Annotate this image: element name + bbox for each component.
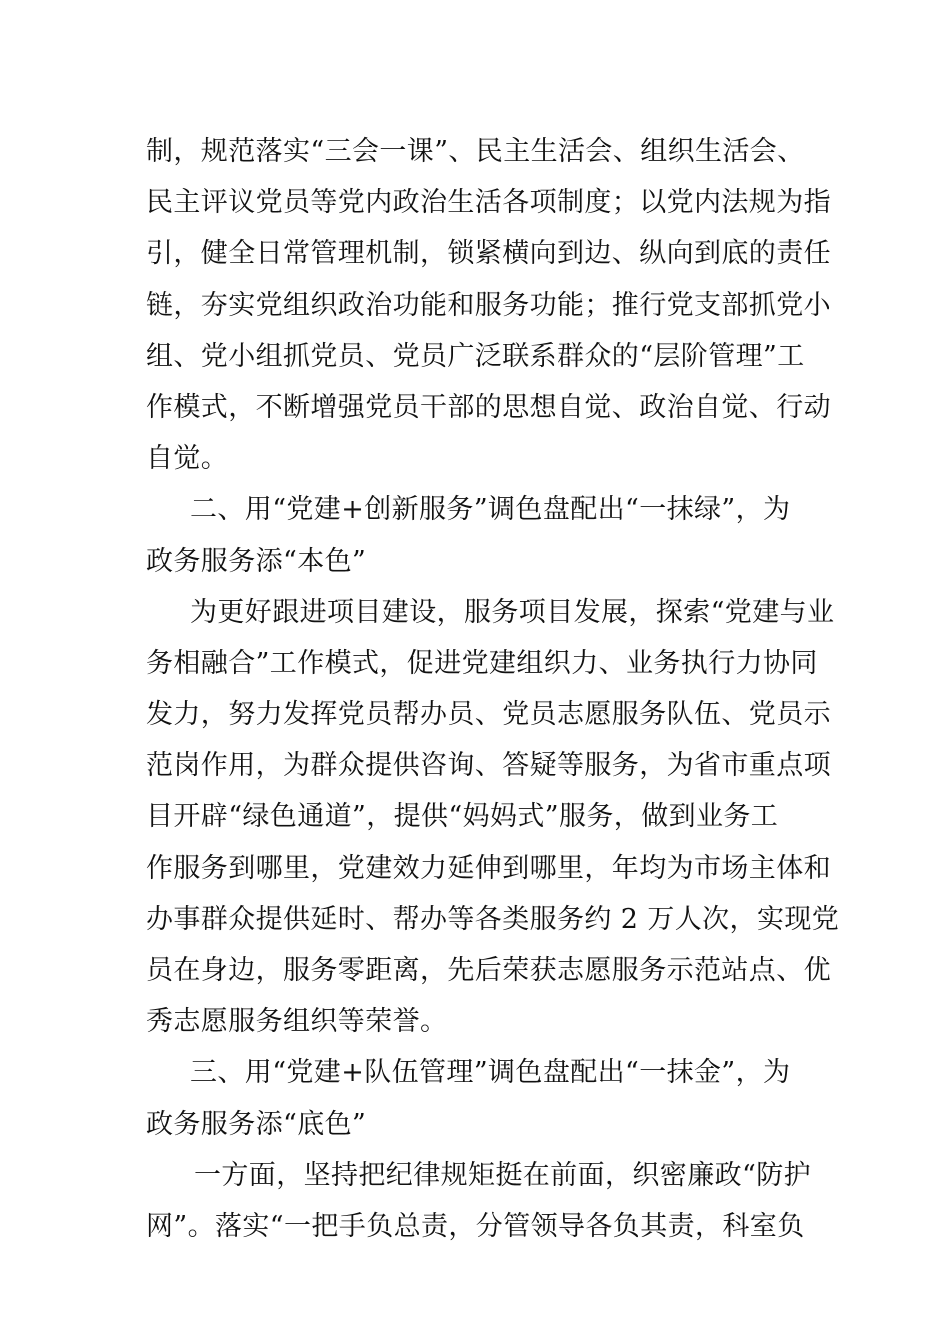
text-line: 制，规范落实“三会一课”、民主生活会、组织生活会、 bbox=[146, 136, 805, 167]
text-line: 链，夯实党组织政治功能和服务功能；推行党支部抓党小 bbox=[146, 289, 831, 321]
text-line: 目开辟“绿色通道”，提供“妈妈式”服务，做到业务工 bbox=[146, 801, 779, 833]
text-line: 为更好跟进项目建设，服务项目发展，探索“党建与业 bbox=[190, 596, 835, 628]
section-heading-line: 政务服务添“底色” bbox=[146, 1108, 367, 1140]
text-line: 网”。落实“一把手负总责，分管领导各负其责，科室负 bbox=[146, 1210, 805, 1242]
text-line: 秀志愿服务组织等荣誉。 bbox=[146, 1006, 448, 1038]
text-line: 办事群众提供延时、帮办等各类服务约 2 万人次，实现党 bbox=[146, 903, 840, 935]
section-heading-line: 三、用“党建+队伍管理”调色盘配出“一抹金”，为 bbox=[190, 1057, 791, 1089]
text-line: 自觉。 bbox=[146, 443, 229, 475]
text-line: 发力，努力发挥党员帮办员、党员志愿服务队伍、党员示 bbox=[146, 699, 831, 731]
text-line: 员在身边，服务零距离，先后荣获志愿服务示范站点、优 bbox=[146, 955, 831, 986]
text-line: 作模式，不断增强党员干部的思想自觉、政治自觉、行动 bbox=[146, 391, 831, 423]
text-line: 引，健全日常管理机制，锁紧横向到边、纵向到底的责任 bbox=[146, 238, 831, 270]
text-line: 务相融合”工作模式，促进党建组织力、业务执行力协同 bbox=[146, 647, 818, 679]
text-line: 一方面，坚持把纪律规矩挺在前面，织密廉政“防护 bbox=[194, 1159, 812, 1191]
document-body bbox=[146, 126, 840, 1252]
text-line: 范岗作用，为群众提供咨询、答疑等服务，为省市重点项 bbox=[146, 750, 831, 782]
text-line: 民主评议党员等党内政治生活各项制度；以党内法规为指 bbox=[146, 187, 831, 219]
section-heading-line: 二、用“党建+创新服务”调色盘配出“一抹绿”，为 bbox=[190, 494, 791, 526]
text-line: 组、党小组抓党员、党员广泛联系群众的“层阶管理”工 bbox=[146, 340, 805, 372]
section-heading-line: 政务服务添“本色” bbox=[146, 545, 367, 577]
text-line: 作服务到哪里，党建效力延伸到哪里，年均为市场主体和 bbox=[146, 852, 831, 884]
